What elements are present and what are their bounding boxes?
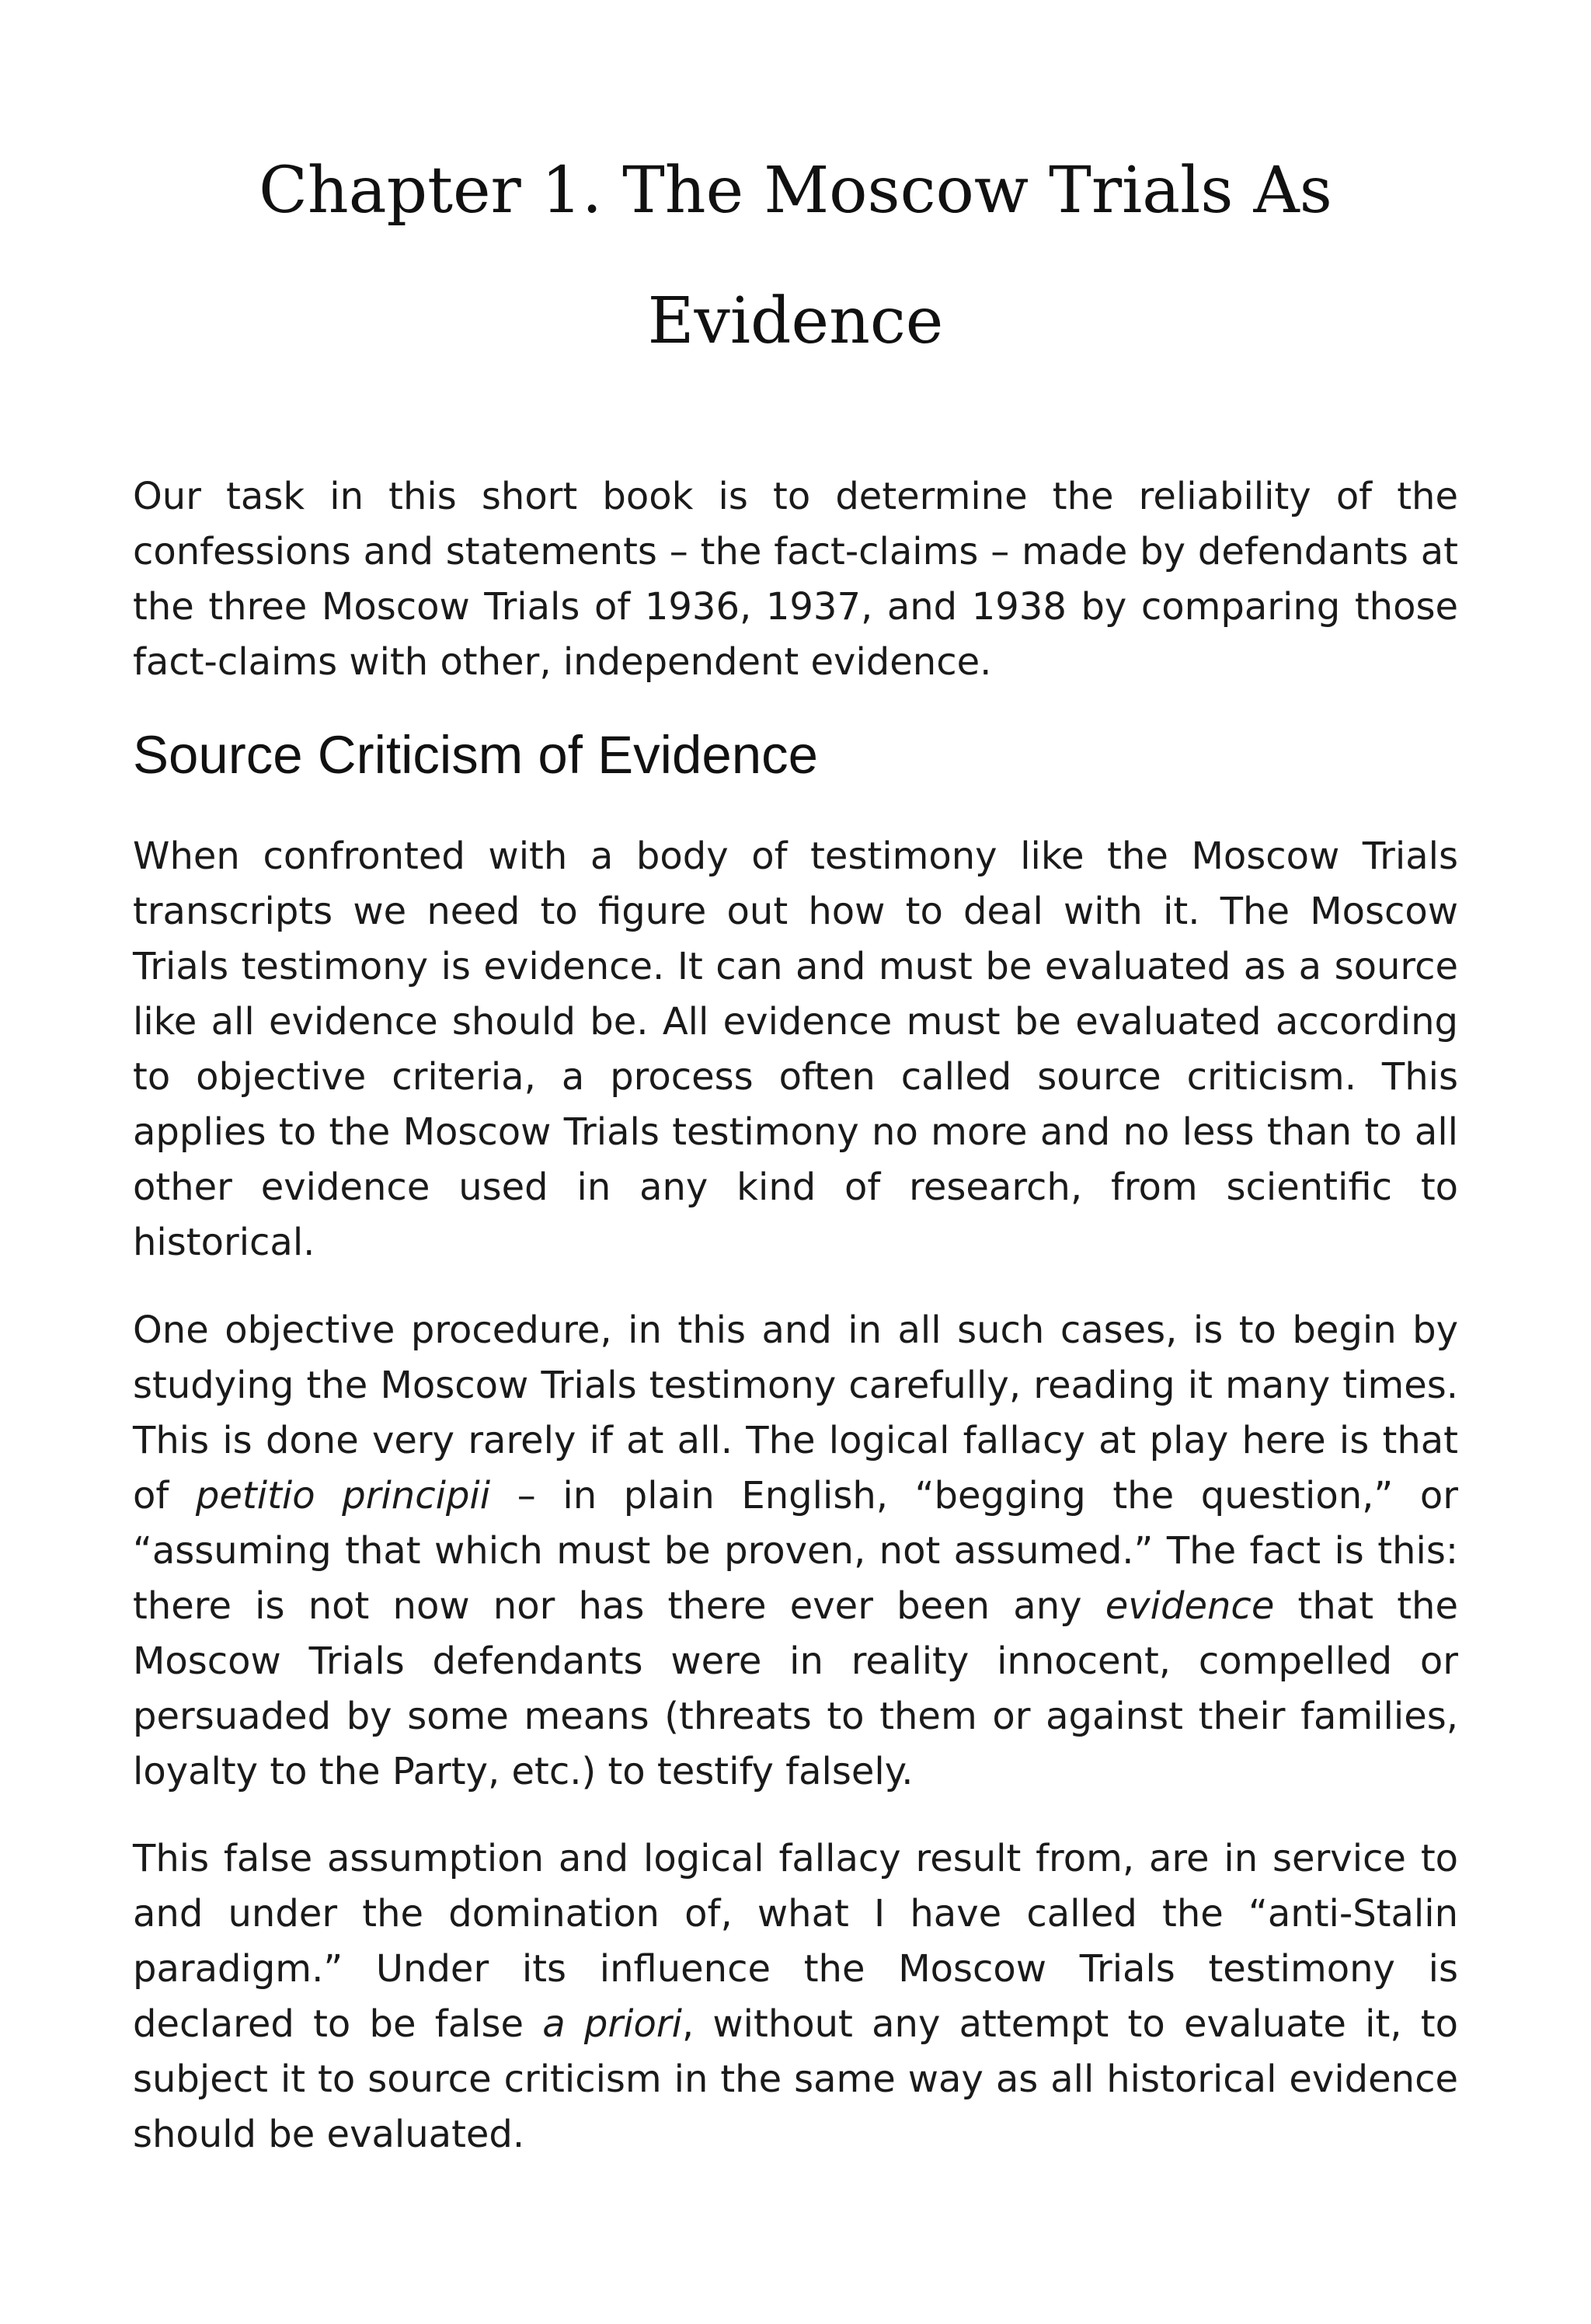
anti-stalin-paradigm-paragraph [133, 1831, 1458, 2162]
italic-term-evidence: evidence [1105, 1584, 1275, 1628]
italic-term-a-priori: a priori [542, 2002, 682, 2046]
intro-paragraph: Our task in this short book is to determine the reliability of the confessions and statements – the fact-claims – made by defendants at the three Moscow Trials of 1936, 1937, and 1938 by comparing those fact-claims with other, independent evidence. [133, 475, 1458, 684]
paragraph-text: This false assumption and logical fallacy result from, are in service to and under the domination of, what I have called the “anti-Stalin paradigm.” Under its influence the Moscow Trials testimony is declared to be false [133, 1837, 1458, 2046]
paragraph-text: , without any attempt to evaluate it, to subject it to source criticism in the same way as all historical evidence should be evaluated. [133, 2002, 1458, 2156]
chapter-title-line-2: Evidence [647, 284, 944, 358]
chapter-title-line-1: Chapter 1. The Moscow Trials As [259, 154, 1332, 228]
section-heading: Source Criticism of Evidence [133, 725, 818, 785]
paragraph-text: that the Moscow Trials defendants were in reality innocent, compelled or persuaded by some means (threats to them or against their families, loyalty to the Party, etc.) to testify falsely. [133, 1584, 1459, 1793]
objective-procedure-paragraph [133, 1303, 1458, 1800]
paragraph-text: One objective procedure, in this and in all such cases, is to begin by studying the Moscow Trials testimony carefully, reading it many times. This is done very rarely if at all. The logical fallacy at play here is that of [133, 1308, 1458, 1517]
source-criticism-paragraph: When confronted with a body of testimony like the Moscow Trials transcripts we need to figure out how to deal with it. The Moscow Trials testimony is evidence. It can and must be evaluated as a source like all evidence should be. All evidence must be evaluated according to objective criteria, a process often called source criticism. This applies to the Moscow Trials testimony no more and no less than to all other evidence used in any kind of research, from scientific to historical. [133, 834, 1458, 1264]
italic-term-petitio-principii: petitio principii [195, 1474, 491, 1517]
paragraph-text: – in plain English, “begging the question,” or “assuming that which must be proven, not assumed.” The fact is this: there is not now nor has there ever been any [133, 1474, 1459, 1628]
